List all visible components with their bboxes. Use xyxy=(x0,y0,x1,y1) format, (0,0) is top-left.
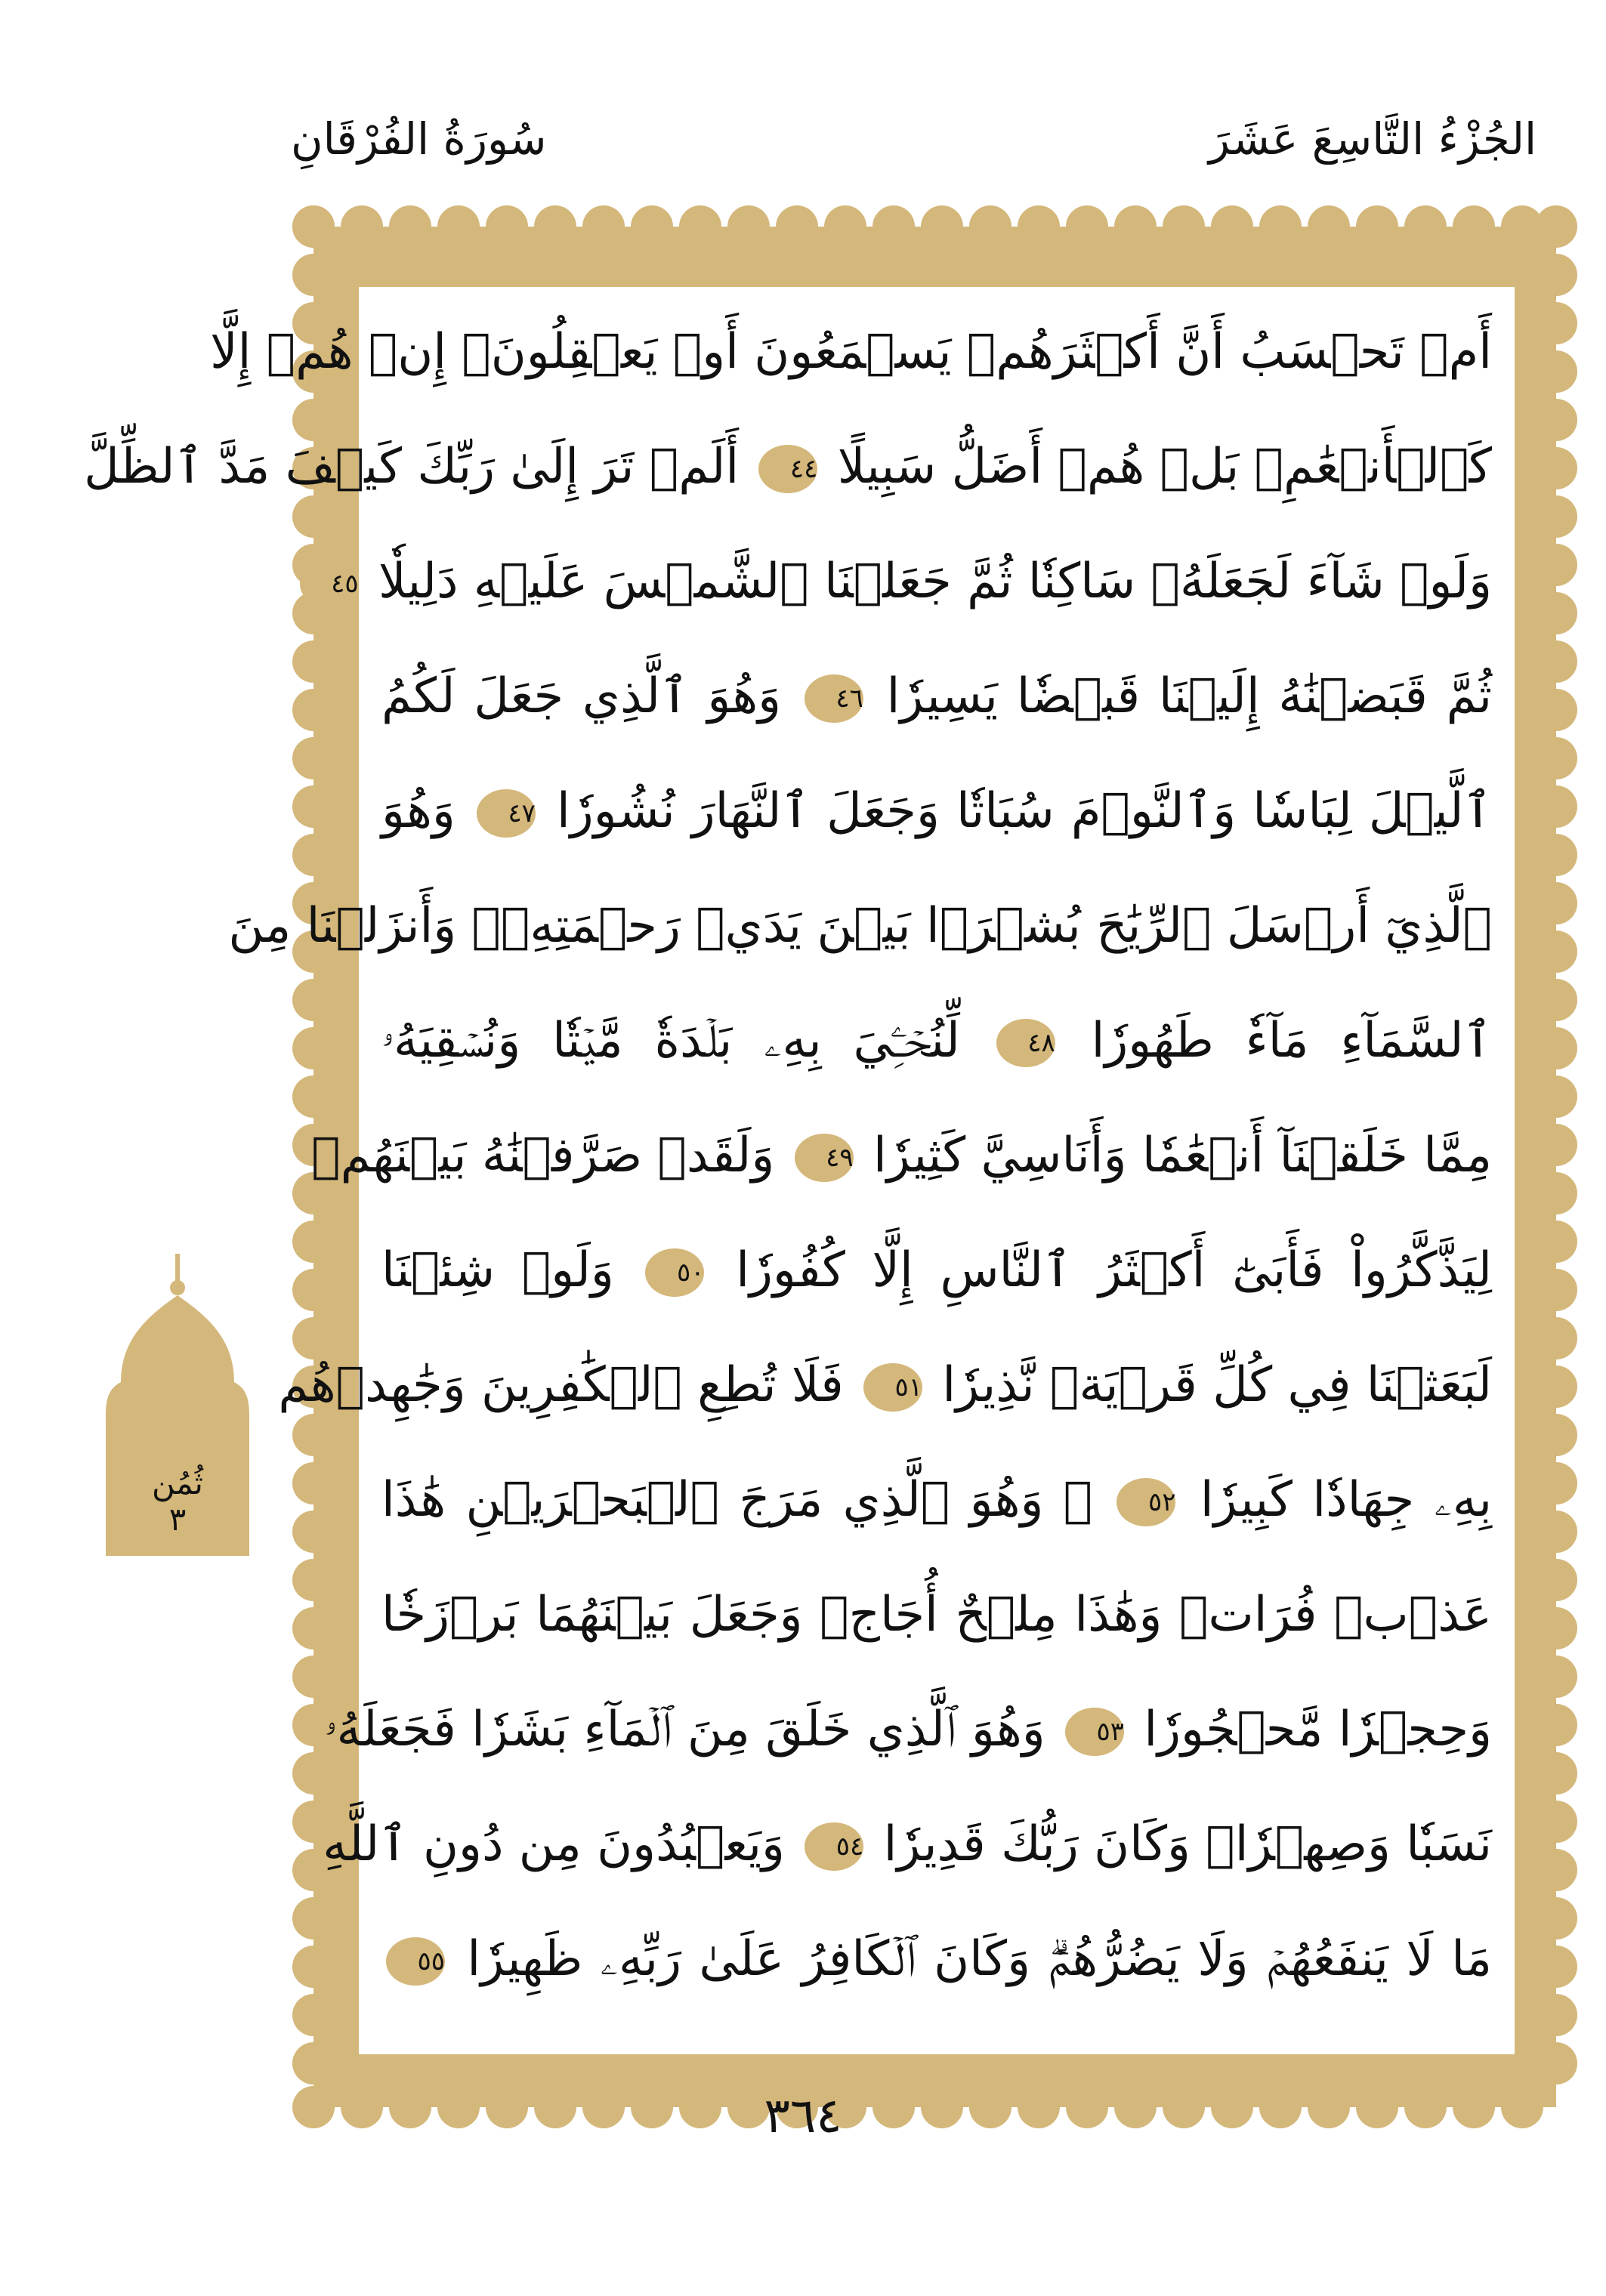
quran-line-2 xyxy=(84,417,1492,517)
quran-line-15 xyxy=(381,1909,1492,2009)
ayah-number-marker: ٥٥ xyxy=(386,1937,445,1986)
verse-text: لَبَعَثۡنَا فِي كُلِّ قَرۡيَةٖ نَّذِيرٗا xyxy=(942,1357,1492,1413)
ayah-number-marker: ٤٩ xyxy=(795,1134,854,1182)
quran-line-8 xyxy=(311,1106,1492,1205)
ayah-number-marker: ٥٤ xyxy=(805,1822,863,1871)
hizb-marker-word: ثُمُن xyxy=(152,1464,203,1501)
ayah-number-marker: ٥١ xyxy=(863,1363,922,1412)
ayah-number-marker: ٥٢ xyxy=(1116,1478,1175,1526)
verse-text: وَلَقَدۡ صَرَّفۡنَٰهُ بَيۡنَهُمۡ xyxy=(311,1128,775,1183)
quran-line-7 xyxy=(381,991,1492,1091)
quran-line-3 xyxy=(331,532,1492,631)
verse-text: عَذۡبٞ فُرَاتٞ وَهَٰذَا مِلۡحٌ أُجَاجٞ وَجَعَلَ بَيۡنَهُمَا بَرۡزَخٗا xyxy=(381,1587,1492,1643)
verse-text: مَا لَا يَنفَعُهُمۡ وَلَا يَضُرُّهُمۡۗ وَكَانَ ٱلۡكَافِرُ عَلَىٰ رَبِّهِۦ ظَهِيرٗا xyxy=(467,1931,1493,1987)
verse-text: أَلَمۡ تَرَ إِلَىٰ رَبِّكَ كَيۡفَ مَدَّ ٱلظِّلَّ xyxy=(84,439,740,495)
verse-text: مِمَّا خَلَقۡنَآ أَنۡعَٰمٗا وَأَنَاسِيَّ كَثِيرٗا xyxy=(872,1128,1492,1183)
quran-line-14 xyxy=(323,1795,1492,1894)
verse-text: وَلَوۡ شِئۡنَا xyxy=(381,1242,614,1298)
ayah-number-marker: ٤٥ xyxy=(300,560,359,608)
verse-text: لِيَذَّكَّرُواْ فَأَبَىٰٓ أَكۡثَرُ ٱلنَّاسِ إِلَّا كُفُورٗا xyxy=(736,1242,1492,1298)
quran-line-5 xyxy=(381,761,1492,861)
quran-line-12 xyxy=(381,1565,1492,1665)
quran-line-1 xyxy=(210,302,1492,402)
ayah-number-marker: ٥٣ xyxy=(1065,1708,1124,1756)
verse-text: لِّنُحۡـِۧيَ بِهِۦ بَلۡدَةٗ مَّيۡتٗا وَنُسۡقِيَهُۥ xyxy=(381,1013,960,1069)
quran-line-13 xyxy=(324,1680,1492,1779)
ayah-number-marker: ٤٦ xyxy=(805,674,863,723)
quran-line-6 xyxy=(228,876,1492,976)
verse-text: ٱلَّذِيٓ أَرۡسَلَ ٱلرِّيَٰحَ بُشۡرَۢا بَيۡنَ يَدَيۡ رَحۡمَتِهِۦۚ وَأَنزَلۡنَا مِنَ xyxy=(228,898,1492,954)
verse-text: ٱلسَّمَآءِ مَآءٗ طَهُورٗا xyxy=(1091,1013,1493,1069)
surah-title: سُورَةُ الفُرْقَانِ xyxy=(291,113,547,165)
juz-title: الجُزْءُ التَّاسِعَ عَشَرَ xyxy=(1209,113,1537,165)
verse-text: وَلَوۡ شَآءَ لَجَعَلَهُۥ سَاكِنٗا ثُمَّ جَعَلۡنَا ٱلشَّمۡسَ عَلَيۡهِ دَلِيلٗا xyxy=(378,554,1492,609)
quran-line-11 xyxy=(381,1450,1492,1550)
hizb-marker-label xyxy=(106,1465,249,1538)
ayah-number-marker: ٥٠ xyxy=(645,1248,704,1297)
ayah-number-marker: ٤٤ xyxy=(758,445,817,493)
verse-text: أَمۡ تَحۡسَبُ أَنَّ أَكۡثَرَهُمۡ يَسۡمَعُونَ أَوۡ يَعۡقِلُونَۚ إِنۡ هُمۡ إِلَّا xyxy=(210,324,1492,380)
quran-line-10 xyxy=(278,1335,1492,1435)
verse-text: وَهُوَ xyxy=(381,783,456,839)
verse-text: نَسَبٗا وَصِهۡرٗاۗ وَكَانَ رَبُّكَ قَدِيرٗا xyxy=(883,1816,1492,1872)
verse-text: فَلَا تُطِعِ ٱلۡكَٰفِرِينَ وَجَٰهِدۡهُم xyxy=(278,1357,844,1413)
verse-text: ٱلَّيۡلَ لِبَاسٗا وَٱلنَّوۡمَ سُبَاتٗا وَجَعَلَ ٱلنَّهَارَ نُشُورٗا xyxy=(556,783,1493,839)
verse-text: وَهُوَ ٱلَّذِي جَعَلَ لَكُمُ xyxy=(381,668,782,724)
quran-line-4 xyxy=(381,647,1492,746)
ayah-number-marker: ٤٨ xyxy=(996,1019,1055,1067)
verse-text: كَٱلۡأَنۡعَٰمِۖ بَلۡ هُمۡ أَضَلُّ سَبِيلًا xyxy=(837,439,1492,495)
page-number: ٣٦٤ xyxy=(764,2088,842,2144)
verse-text: ۞ وَهُوَ ٱلَّذِي مَرَجَ ٱلۡبَحۡرَيۡنِ هَٰذَا xyxy=(381,1472,1093,1528)
verse-text: بِهِۦ جِهَادٗا كَبِيرٗا xyxy=(1200,1472,1493,1528)
hizb-marker-number: ٣ xyxy=(168,1501,187,1538)
verse-text: وَهُوَ ٱلَّذِي خَلَقَ مِنَ ٱلۡمَآءِ بَشَرٗا فَجَعَلَهُۥ xyxy=(324,1702,1045,1757)
ayah-number-marker: ٤٧ xyxy=(477,789,536,838)
verse-text: وَحِجۡرٗا مَّحۡجُورٗا xyxy=(1144,1702,1492,1757)
quran-line-9 xyxy=(381,1221,1492,1320)
verse-text: وَيَعۡبُدُونَ مِن دُونِ ٱللَّهِ xyxy=(323,1816,785,1872)
verse-text: ثُمَّ قَبَضۡنَٰهُ إِلَيۡنَا قَبۡضٗا يَسِيرٗا xyxy=(886,668,1493,724)
